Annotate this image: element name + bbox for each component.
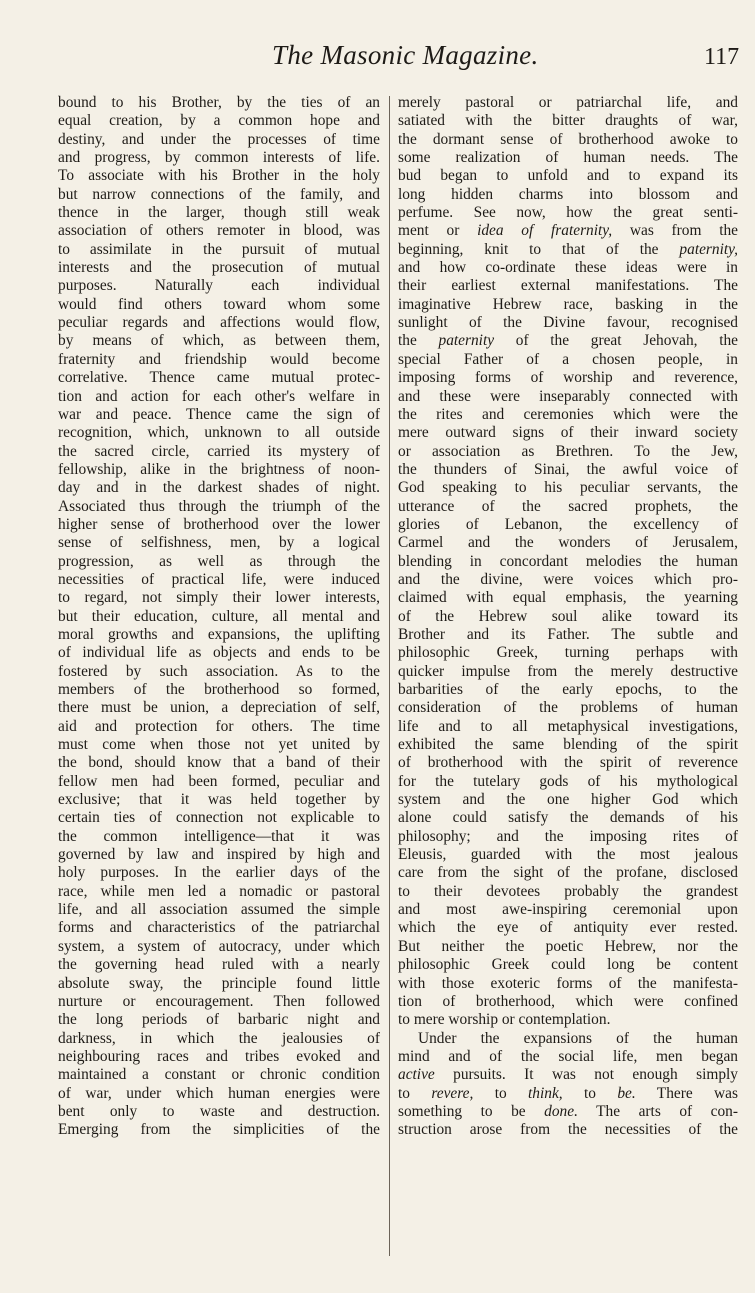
text-segment: perfume. See now, how the great senti- [398, 204, 738, 222]
text-line [398, 589, 738, 607]
text-segment: Brother and its Father. The subtle and [398, 625, 738, 643]
text-line [398, 553, 738, 571]
text-segment: Under the expansions of the human [418, 1029, 738, 1047]
text-line [398, 626, 738, 644]
text-line [398, 498, 738, 516]
text-segment: and these were inseparably connected with [398, 387, 738, 405]
text-line [398, 479, 738, 497]
text-line: association of others remoter in blood, was [58, 222, 380, 240]
text-line: life, and all association assumed the simple [58, 901, 380, 919]
text-segment: of the great Jehovah, the [494, 332, 738, 350]
italic-phrase: active [398, 1066, 435, 1084]
text-segment: beginning, knit to that of the [398, 240, 680, 258]
text-segment: their earliest external manifestations. The [398, 277, 738, 295]
text-segment: imposing forms of worship and reverence, [398, 369, 738, 387]
text-line: system, a system of autocracy, under which [58, 937, 380, 955]
text-line [398, 901, 738, 919]
text-line [398, 883, 738, 901]
text-line: of war, under which human energies were [58, 1084, 380, 1102]
text-line [398, 204, 738, 222]
text-line [398, 975, 738, 993]
text-line: moral growths and expansions, the uplifting [58, 625, 380, 643]
text-line [398, 241, 738, 259]
text-line [398, 388, 738, 406]
text-line [398, 608, 738, 626]
text-line: day and in the darkest shades of night. [58, 479, 380, 497]
text-line [398, 773, 738, 791]
text-line [398, 938, 738, 956]
text-line: the common intelligence—that it was [58, 827, 380, 845]
text-line [398, 424, 738, 442]
text-line [398, 663, 738, 681]
text-line [398, 461, 738, 479]
text-line [398, 112, 738, 130]
italic-phrase: revere, [431, 1084, 474, 1102]
italic-phrase: done. [544, 1102, 578, 1120]
text-line [398, 94, 738, 112]
text-line [398, 681, 738, 699]
text-segment: alone could satisfy the demands of his [398, 809, 738, 827]
text-line [398, 259, 738, 277]
text-segment: or association as Brethren. To the Jew, [398, 442, 738, 460]
text-line [398, 791, 738, 809]
text-line: the sacred circle, carried its mystery of [58, 442, 380, 460]
italic-phrase: be. [617, 1084, 636, 1102]
text-line [398, 919, 738, 937]
text-segment: barbarities of the early epochs, to the [398, 681, 738, 698]
italic-phrase: think, [528, 1084, 563, 1102]
text-line: to assimilate in the pursuit of mutual [58, 240, 380, 258]
text-segment: utterance of the sacred prophets, the [398, 497, 738, 515]
text-segment: to their devotees probably the grandest [398, 882, 738, 900]
text-line: Associated thus through the triumph of the [58, 497, 380, 515]
text-line: purposes. Naturally each individual [58, 277, 380, 295]
text-segment: sunlight of the Divine favour, recognised [398, 314, 738, 332]
page-number: 117 [704, 44, 740, 70]
text-line: the long periods of barbaric night and [58, 1011, 380, 1029]
text-segment: the dormant sense of brotherhood awoke to [398, 130, 738, 148]
text-segment: to mere worship or contemplation. [398, 1011, 611, 1029]
text-line: thence in the larger, though still weak [58, 204, 380, 222]
text-line [398, 332, 738, 350]
column-divider [389, 96, 390, 1256]
text-line: would find others toward whom some [58, 295, 380, 313]
text-line [398, 314, 738, 332]
text-segment: and the divine, were voices which pro- [398, 570, 738, 588]
text-line [398, 846, 738, 864]
text-line: to regard, not simply their lower interests, [58, 589, 380, 607]
text-segment: system and the one higher God which [398, 791, 738, 809]
running-title: The Masonic Magazine. [272, 40, 539, 70]
text-line: peculiar regards and affections would flow, [58, 314, 380, 332]
text-line: certain ties of connection not explicable to [58, 809, 380, 827]
text-segment: of brotherhood with the spirit of reverence [398, 754, 738, 772]
text-line: neighbouring races and tribes evoked and [58, 1047, 380, 1065]
text-line: there must be union, a depreciation of self, [58, 699, 380, 717]
text-line [398, 443, 738, 461]
text-line [398, 1030, 738, 1048]
text-line: fraternity and friendship would become [58, 350, 380, 368]
text-segment: merely pastoral or patriarchal life, and [398, 94, 738, 111]
text-line: the bond, should know that a band of their [58, 754, 380, 772]
text-segment: struction arose from the necessities of the [398, 1121, 738, 1139]
text-segment: care from the sight of the profane, disclosed [398, 864, 738, 882]
text-line: fostered by such association. As to the [58, 662, 380, 680]
text-segment: and most awe-inspiring ceremonial upon [398, 901, 738, 919]
text-segment: claimed with equal emphasis, the yearning [398, 589, 738, 607]
text-line [398, 864, 738, 882]
text-line [398, 1103, 738, 1121]
text-segment: mind and of the social life, men began [398, 1047, 738, 1065]
left-column [58, 94, 380, 1140]
text-segment: for the tutelary gods of his mythological [398, 772, 738, 790]
text-line [398, 1048, 738, 1066]
text-segment: mere outward signs of their inward society [398, 424, 738, 442]
text-segment: to [562, 1084, 618, 1102]
text-segment: life and to all metaphysical investigations, [398, 717, 738, 735]
text-line [398, 809, 738, 827]
text-line: by means of which, as between them, [58, 332, 380, 350]
text-segment: to [473, 1084, 529, 1102]
text-line [398, 131, 738, 149]
text-segment: There was [635, 1084, 738, 1102]
text-line [398, 149, 738, 167]
text-line: interests and the prosecution of mutual [58, 259, 380, 277]
text-line: Emerging from the simplicities of the [58, 1121, 380, 1139]
text-segment: tion of brotherhood, which were confined [398, 992, 738, 1010]
right-column [398, 94, 738, 1140]
text-line: forms and characteristics of the patriarchal [58, 919, 380, 937]
text-segment: philosophic Greek, turning perhaps with [398, 644, 738, 662]
text-segment: and how co-ordinate these ideas were in [398, 259, 738, 277]
text-segment: the thunders of Sinai, the awful voice of [398, 460, 738, 478]
text-segment: to [398, 1084, 432, 1102]
text-segment: was from the [612, 222, 738, 240]
text-line [398, 1121, 738, 1139]
text-line: must come when those not yet united by [58, 736, 380, 754]
text-line: recognition, which, unknown to all outside [58, 424, 380, 442]
text-segment: The arts of con- [577, 1102, 738, 1120]
text-line [398, 956, 738, 974]
text-line: fellowship, alike in the brightness of noon- [58, 460, 380, 478]
text-line: bent only to waste and destruction. [58, 1102, 380, 1120]
text-line [398, 754, 738, 772]
text-line: destiny, and under the processes of time [58, 130, 380, 148]
text-line: governed by law and inspired by high and [58, 846, 380, 864]
text-line [398, 167, 738, 185]
text-segment: ment or [398, 222, 478, 240]
text-segment: with those exoteric forms of the manifesta- [398, 974, 738, 992]
text-segment: quicker impulse from the merely destructive [398, 662, 738, 680]
text-line: but their education, culture, all mental and [58, 607, 380, 625]
text-segment: glories of Lebanon, the excellency of [398, 515, 738, 533]
text-line: race, while men led a nomadic or pastoral [58, 882, 380, 900]
text-line: equal creation, by a common hope and [58, 112, 380, 130]
page-header [0, 0, 755, 80]
text-line: darkness, in which the jealousies of [58, 1029, 380, 1047]
text-segment: the [398, 332, 439, 350]
text-segment: God speaking to his peculiar servants, the [398, 479, 738, 497]
text-segment: some realization of human needs. The [398, 149, 738, 167]
text-segment: bud began to unfold and to expand its [398, 167, 738, 185]
italic-phrase: paternity, [679, 240, 738, 258]
text-line [398, 296, 738, 314]
text-line [398, 277, 738, 295]
text-segment: Eleusis, guarded with the most jealous [398, 846, 738, 864]
text-segment: special Father of a chosen people, in [398, 350, 738, 368]
text-line: exclusive; that it was held together by [58, 791, 380, 809]
text-segment: something to be [398, 1102, 545, 1120]
text-line [398, 1085, 738, 1103]
text-line: fellow men had been formed, peculiar and [58, 772, 380, 790]
text-line [398, 186, 738, 204]
text-segment: But neither the poetic Hebrew, nor the [398, 937, 738, 955]
text-line [398, 1066, 738, 1084]
text-line [398, 736, 738, 754]
text-line: and progress, by common interests of life. [58, 149, 380, 167]
text-line [398, 644, 738, 662]
text-line: higher sense of brotherhood over the lower [58, 515, 380, 533]
text-line [398, 571, 738, 589]
text-line: of individual life as objects and ends to be [58, 644, 380, 662]
text-segment: which the eye of antiquity ever rested. [398, 919, 738, 937]
text-line: necessities of practical life, were induced [58, 570, 380, 588]
text-line: aid and protection for others. The time [58, 717, 380, 735]
text-line: members of the brotherhood so formed, [58, 681, 380, 698]
text-line: sense of selfishness, men, by a logical [58, 534, 380, 552]
text-line: the governing head ruled with a nearly [58, 956, 380, 974]
text-line [398, 993, 738, 1011]
text-line: tion and action for each other's welfare in [58, 387, 380, 405]
italic-phrase: idea of fraternity, [477, 222, 613, 240]
text-line [398, 351, 738, 369]
text-segment: long hidden charms into blossom and [398, 185, 738, 203]
text-line: but narrow connections of the family, and [58, 185, 380, 203]
text-line: To associate with his Brother in the holy [58, 167, 380, 185]
text-line [398, 406, 738, 424]
text-segment: of the Hebrew soul alike toward its [398, 607, 738, 625]
text-line [398, 718, 738, 736]
text-segment: the rites and ceremonies which were the [398, 405, 738, 423]
text-line [398, 534, 738, 552]
text-line: holy purposes. In the earlier days of the [58, 864, 380, 882]
text-line [398, 1011, 738, 1029]
text-line: progression, as well as through the [58, 552, 380, 570]
text-segment: pursuits. It was not enough simply [434, 1066, 738, 1084]
text-segment: consideration of the problems of human [398, 699, 738, 717]
text-line: war and peace. Thence came the sign of [58, 405, 380, 423]
italic-phrase: paternity [438, 332, 495, 350]
text-segment: philosophy; and the imposing rites of [398, 827, 738, 845]
text-line [398, 516, 738, 534]
text-segment: philosophic Greek could long be content [398, 956, 738, 974]
text-line [398, 699, 738, 717]
text-line: nurture or encouragement. Then followed [58, 992, 380, 1010]
text-segment: satiated with the bitter draughts of war, [398, 112, 738, 130]
text-line [398, 828, 738, 846]
text-line [398, 222, 738, 240]
text-line: correlative. Thence came mutual protec- [58, 369, 380, 387]
text-line: absolute sway, the principle found little [58, 974, 380, 992]
text-segment: blending in concordant melodies the human [398, 552, 738, 570]
text-line: bound to his Brother, by the ties of an [58, 94, 380, 111]
text-segment: exhibited the same blending of the spirit [398, 736, 738, 754]
text-segment: imaginative Hebrew race, basking in the [398, 295, 738, 313]
text-line: maintained a constant or chronic condition [58, 1066, 380, 1084]
text-segment: Carmel and the wonders of Jerusalem, [398, 534, 738, 552]
text-line [398, 369, 738, 387]
